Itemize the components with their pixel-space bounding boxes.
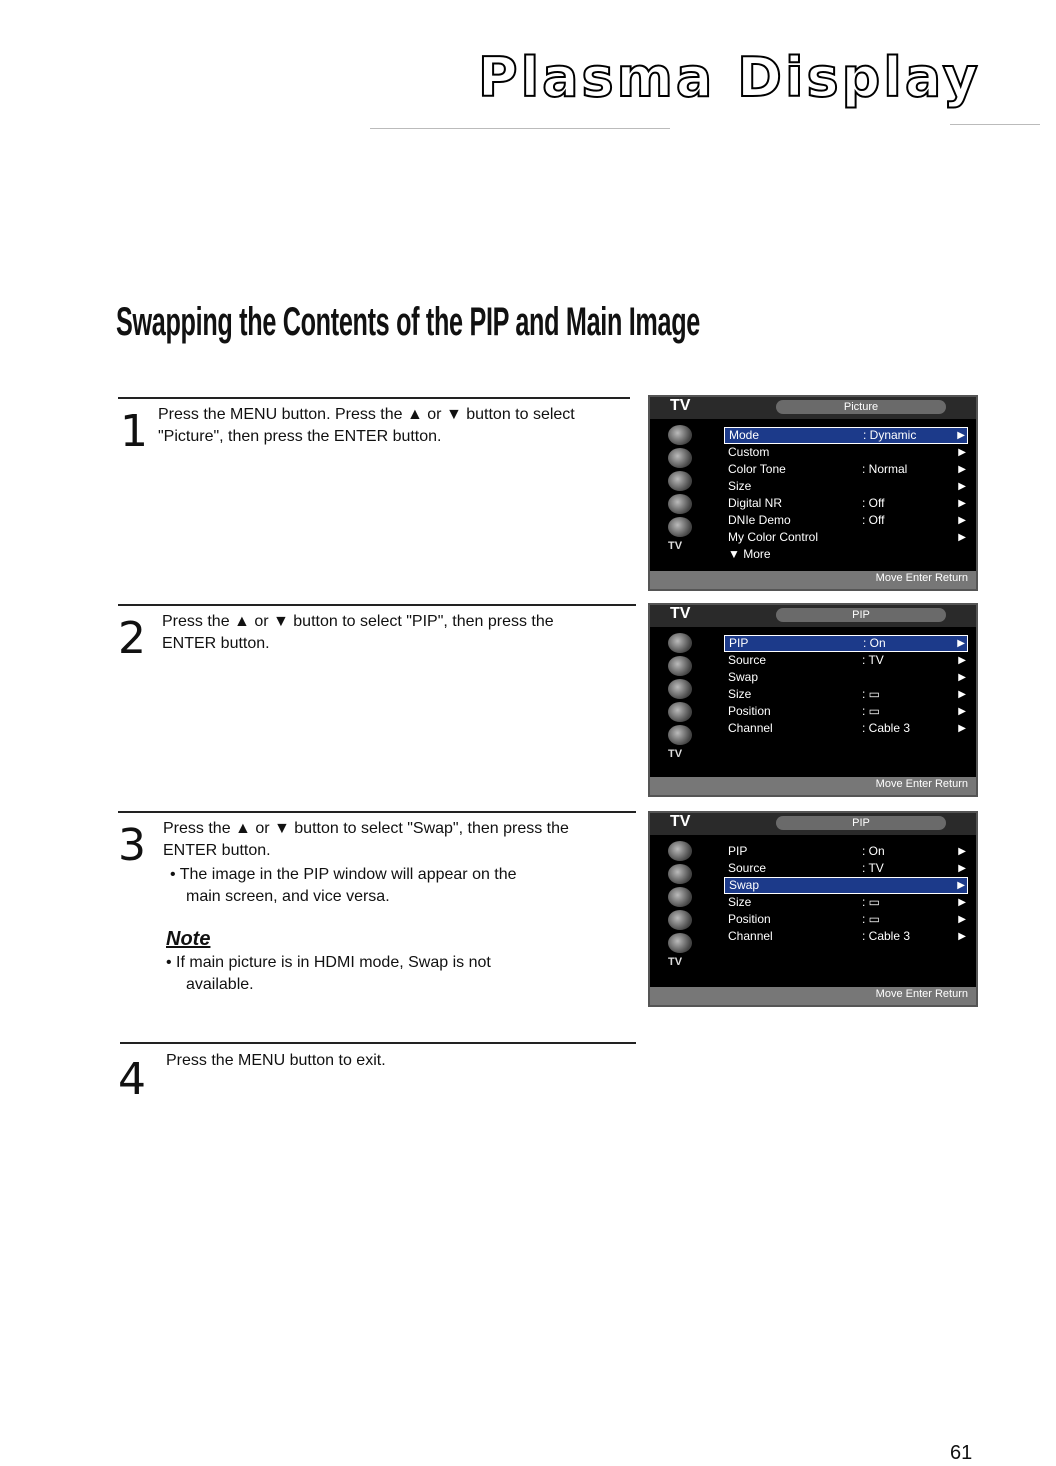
input-icon	[668, 841, 692, 861]
osd-menu	[724, 635, 968, 737]
input-icon	[668, 633, 692, 653]
step-line: Press the MENU button. Press the ▲ or ▼ button to select	[158, 406, 575, 423]
osd-row-my-color-control[interactable]: My Color Control ▶	[728, 530, 966, 544]
osd-menu	[724, 427, 968, 563]
picture-icon	[668, 864, 692, 884]
step-line: Press the ▲ or ▼ button to select "PIP", then press the	[162, 613, 554, 630]
osd-footer	[650, 777, 976, 795]
picture-icon	[668, 448, 692, 468]
osd-row-position[interactable]: Position : ▭ ▶	[728, 912, 966, 926]
page-title: Swapping the Contents of the PIP and Main Image	[116, 300, 700, 344]
osd-row-source[interactable]: Source : TV ▶	[728, 861, 966, 875]
osd-footer-text: Move Enter Return	[875, 988, 968, 1000]
osd-row-color-tone[interactable]: Color Tone : Normal ▶	[728, 462, 966, 476]
osd-row-size[interactable]: Size : ▭ ▶	[728, 687, 966, 701]
sound-icon	[668, 679, 692, 699]
step-number: 3	[118, 820, 146, 871]
osd-footer	[650, 987, 976, 1005]
osd-footer	[650, 571, 976, 589]
osd-brand: TV	[670, 813, 691, 830]
osd-row-swap[interactable]: Swap ▶	[724, 877, 968, 894]
osd-menu-title: PIP	[776, 608, 946, 622]
step-number: 4	[118, 1054, 146, 1105]
osd-row-source[interactable]: Source : TV ▶	[728, 653, 966, 667]
setup-icon	[668, 517, 692, 537]
step-number: 1	[120, 406, 148, 457]
note-line: available.	[186, 976, 254, 993]
osd-brand: TV	[670, 605, 691, 622]
osd-screen-pip	[648, 603, 978, 797]
osd-menu	[724, 843, 968, 945]
step-instructions	[163, 818, 643, 862]
step-line: Press the MENU button to exit.	[166, 1052, 386, 1069]
sound-icon	[668, 887, 692, 907]
osd-row-swap[interactable]: Swap ▶	[728, 670, 966, 684]
step-divider	[118, 811, 636, 813]
osd-row-digital-nr[interactable]: Digital NR : Off ▶	[728, 496, 966, 510]
bullet-line: • The image in the PIP window will appear on the	[170, 866, 517, 883]
osd-row-mode[interactable]: Mode : Dynamic ▶	[724, 427, 968, 444]
channel-icon	[668, 494, 692, 514]
osd-footer-text: Move Enter Return	[875, 778, 968, 790]
osd-brand: TV	[670, 397, 691, 414]
setup-icon	[668, 725, 692, 745]
header-banner	[478, 46, 981, 112]
input-icon	[668, 425, 692, 445]
osd-menu-title: PIP	[776, 816, 946, 830]
osd-screen-picture	[648, 395, 978, 591]
osd-row-channel[interactable]: Channel : Cable 3 ▶	[728, 721, 966, 735]
channel-icon	[668, 702, 692, 722]
osd-footer-text: Move Enter Return	[875, 572, 968, 584]
osd-row-pip[interactable]: PIP : On ▶	[724, 635, 968, 652]
step-line: Press the ▲ or ▼ button to select "Swap", then press the	[163, 820, 569, 837]
tv-icon: TV	[668, 748, 683, 760]
osd-side-icons	[668, 425, 698, 555]
channel-icon	[668, 910, 692, 930]
osd-menu-title: Picture	[776, 400, 946, 414]
tv-icon: TV	[668, 540, 683, 552]
osd-screen-pip-swap	[648, 811, 978, 1007]
osd-row-size[interactable]: Size ▶	[728, 479, 966, 493]
osd-row-more[interactable]: ▼ More	[728, 547, 771, 561]
step-divider	[118, 397, 630, 399]
step-instructions	[166, 1050, 646, 1072]
step-instructions	[162, 611, 642, 655]
sound-icon	[668, 471, 692, 491]
step-number: 2	[118, 613, 146, 664]
osd-side-icons	[668, 633, 698, 763]
banner-title: Plasma Display	[478, 46, 981, 109]
osd-side-icons	[668, 841, 698, 971]
banner-decoration	[370, 128, 670, 129]
tv-icon: TV	[668, 956, 683, 968]
osd-row-position[interactable]: Position : ▭ ▶	[728, 704, 966, 718]
step-divider	[120, 1042, 636, 1044]
osd-row-custom[interactable]: Custom ▶	[728, 445, 966, 459]
osd-row-dnie-demo[interactable]: DNIe Demo : Off ▶	[728, 513, 966, 527]
step-line: ENTER button.	[162, 635, 270, 652]
page-number: 61	[950, 1442, 973, 1464]
note-label: Note	[166, 928, 211, 950]
note-text	[166, 952, 606, 996]
setup-icon	[668, 933, 692, 953]
osd-row-size[interactable]: Size : ▭ ▶	[728, 895, 966, 909]
step-divider	[118, 604, 636, 606]
banner-decoration	[950, 124, 1040, 125]
bullet-line: main screen, and vice versa.	[186, 888, 390, 905]
step-line: ENTER button.	[163, 842, 271, 859]
step-bullet	[170, 864, 610, 908]
osd-row-channel[interactable]: Channel : Cable 3 ▶	[728, 929, 966, 943]
note-line: • If main picture is in HDMI mode, Swap is not	[166, 954, 491, 971]
picture-icon	[668, 656, 692, 676]
step-instructions	[158, 404, 638, 448]
osd-row-pip[interactable]: PIP : On ▶	[728, 844, 966, 858]
step-line: "Picture", then press the ENTER button.	[158, 428, 442, 445]
